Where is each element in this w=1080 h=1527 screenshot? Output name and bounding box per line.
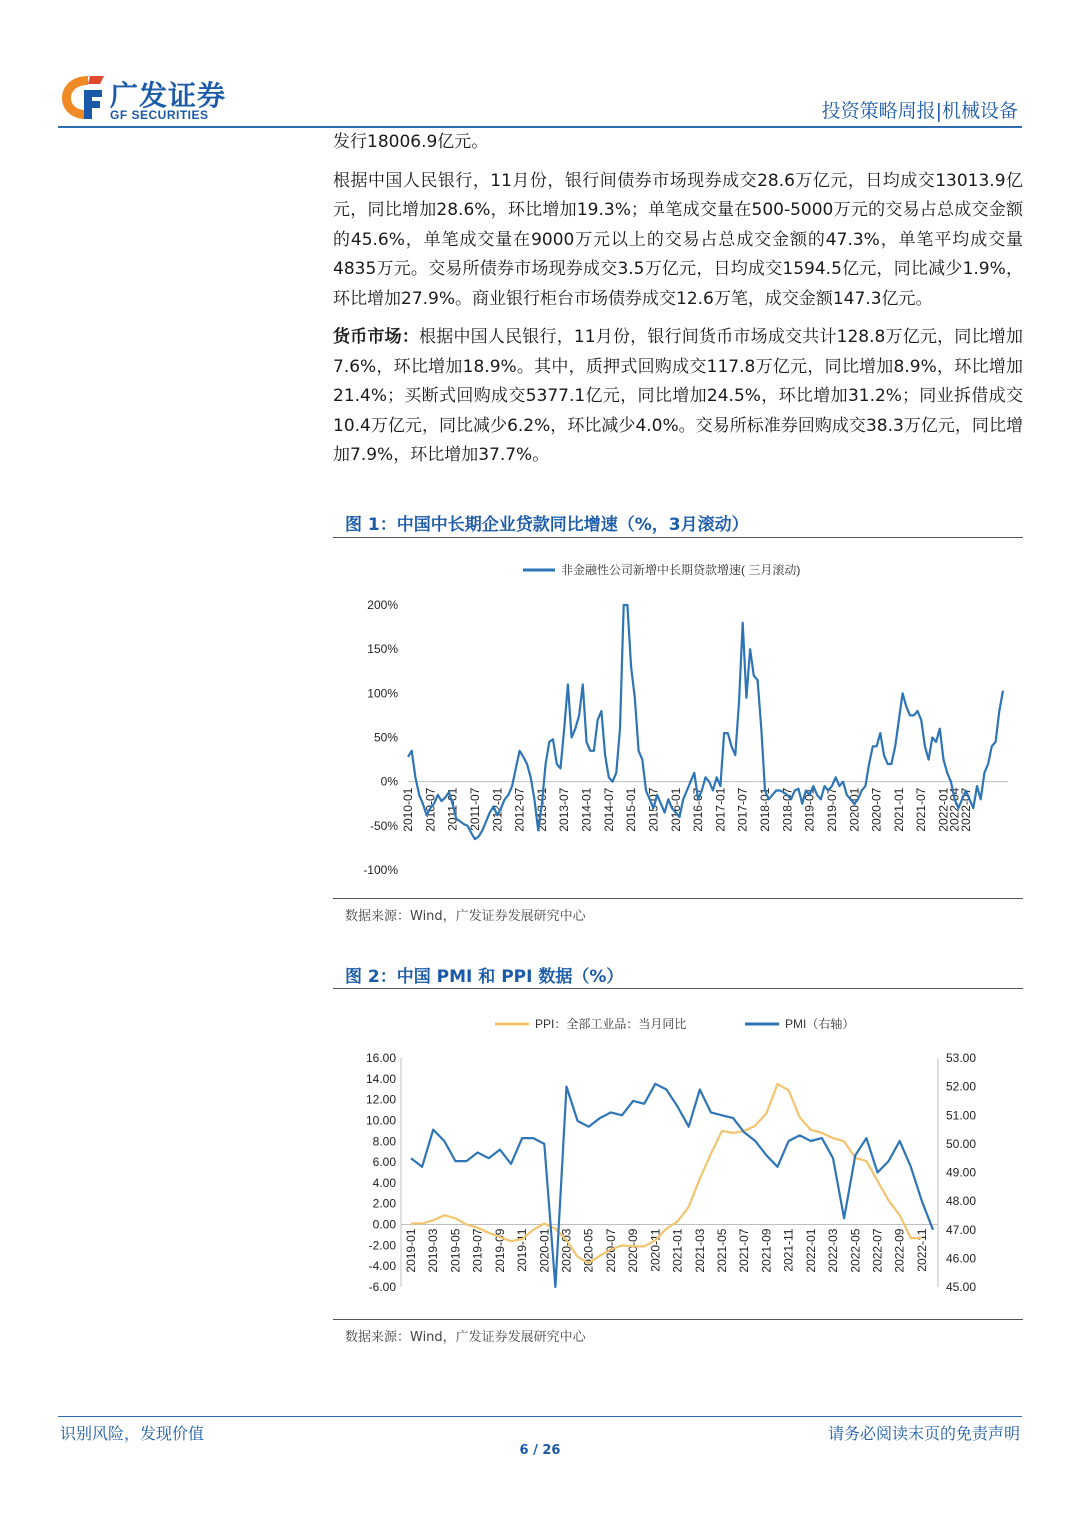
x-tick-label: 2020-01 (537, 1228, 552, 1273)
y-tick-label: 150% (367, 642, 398, 657)
x-tick-label: 2020-07 (869, 787, 884, 832)
x-tick-label: 2019-07 (470, 1228, 485, 1273)
y-left-tick-label: 12.00 (365, 1092, 396, 1107)
figure-1-source: 数据来源：Wind，广发证券发展研究中心 (345, 909, 586, 924)
x-tick-label: 2013-07 (557, 787, 572, 832)
chart-loan-growth (333, 545, 1023, 895)
x-tick-label: 2012-07 (512, 787, 527, 832)
y-tick-label: 0% (380, 774, 398, 789)
x-tick-label: 2020-07 (603, 1228, 618, 1273)
paragraph-3-text: 根据中国人民银行，11月份，银行间货币市场成交共计128.8万亿元，同比增加7.6%，环比增加18.9%。其中，质押式回购成交117.8万亿元，同比增加8.9%，环比增加21.4%；买断式回购成交5377.1亿元，同比增加24.5%，环比增加31.2%；同业拆借成交10.4万亿元，同比减少6.2%，环比减少4.0%。交易所标准券回购成交38.3万亿元，同比增加7.9%，环比增加37.7%。 (333, 327, 1023, 465)
legend-label-loan-growth: 非金融性公司新增中长期贷款增速( 三月滚动) (561, 563, 801, 577)
x-tick-label: 2022-04 (947, 787, 962, 832)
footer-disclaimer-note: 请务必阅读末页的免责声明 (827, 1424, 1020, 1443)
figure-1-title: 图 1：中国中长期企业贷款同比增速（%，3月滚动） (345, 515, 749, 535)
body-text (333, 128, 1023, 480)
x-tick-label: 2021-11 (781, 1228, 796, 1272)
y-right-tick-label: 47.00 (946, 1222, 977, 1237)
y-right-tick-label: 52.00 (946, 1079, 977, 1094)
y-right-tick-label: 48.00 (946, 1194, 977, 1209)
x-tick-label: 2019-01 (802, 787, 817, 832)
x-tick-label: 2021-07 (737, 1228, 752, 1273)
x-tick-label: 2022-05 (848, 1228, 863, 1273)
y-right-tick-label: 53.00 (946, 1051, 977, 1065)
x-tick-label: 2011-07 (467, 787, 482, 831)
figure-2-title: 图 2：中国 PMI 和 PPI 数据（%） (345, 967, 624, 987)
report-header-title: 投资策略周报|机械设备 (821, 100, 1018, 122)
x-tick-label: 2015-07 (646, 787, 661, 832)
footer-divider (58, 1416, 1022, 1417)
x-tick-label: 2019-07 (824, 787, 839, 832)
x-tick-label: 2022-01 (803, 1228, 818, 1273)
x-tick-label: 2021-01 (670, 1228, 685, 1273)
paragraph-1: 发行18006.9亿元。 (333, 132, 489, 152)
x-tick-label: 2022-07 (870, 1228, 885, 1273)
y-tick-label: 100% (367, 686, 398, 701)
y-right-tick-label: 51.00 (946, 1108, 977, 1123)
money-market-label: 货币市场： (333, 327, 420, 347)
x-tick-label: 2021-07 (914, 787, 929, 832)
x-tick-label: 2012-01 (490, 787, 505, 832)
x-tick-label: 2014-07 (601, 787, 616, 832)
figure-2-top-rule (333, 988, 1023, 989)
y-left-tick-label: -6.00 (368, 1280, 396, 1294)
x-tick-label: 2021-03 (692, 1228, 707, 1273)
logo (58, 72, 248, 124)
x-tick-label: 2020-01 (847, 787, 862, 832)
figure-2-source: 数据来源：Wind，广发证券发展研究中心 (345, 1330, 586, 1345)
paragraph-3 (333, 323, 1023, 471)
x-tick-label: 2022-09 (892, 1228, 907, 1273)
y-left-tick-label: 16.00 (365, 1051, 396, 1065)
x-tick-label: 2013-01 (534, 787, 549, 832)
chart-pmi-ppi (333, 995, 1023, 1315)
x-tick-label: 2022-07 (958, 787, 973, 832)
x-tick-label: 2019-03 (426, 1228, 441, 1273)
x-tick-label: 2015-01 (624, 787, 639, 832)
x-tick-label: 2016-07 (691, 787, 706, 832)
series-line-ppi (411, 1084, 922, 1263)
y-right-tick-label: 50.00 (946, 1136, 977, 1151)
gf-logo-icon (58, 72, 106, 122)
x-tick-label: 2020-09 (626, 1228, 641, 1273)
figure-1-top-rule (333, 537, 1023, 538)
legend-label-pmi: PMI（右轴） (785, 1017, 855, 1031)
x-tick-label: 2019-09 (492, 1228, 507, 1273)
x-tick-label: 2022-01 (936, 787, 951, 832)
x-tick-label: 2020-03 (559, 1228, 574, 1273)
y-tick-label: -100% (363, 863, 398, 877)
x-tick-label: 2016-01 (668, 787, 683, 832)
x-tick-label: 2020-05 (581, 1228, 596, 1273)
x-tick-label: 2011-01 (445, 787, 460, 831)
x-tick-label: 2010-01 (401, 787, 415, 832)
y-left-tick-label: -2.00 (368, 1238, 396, 1253)
y-left-tick-label: -4.00 (368, 1259, 396, 1274)
paragraph-2: 根据中国人民银行，11月份，银行间债券市场现券成交28.6万亿元，日均成交13013.9亿元，同比增加28.6%，环比增加19.3%；单笔成交量在500-5000万元的交易占总成交金额的45.6%，单笔成交量在9000万元以上的交易占总成交金额的47.3%，单笔平均成交量4835万元。交易所债券市场现券成交3.5万亿元，日均成交1594.5亿元，同比减少1.9%，环比增加27.9%。商业银行柜台市场债券成交12.6万笔，成交金额147.3亿元。 (333, 170, 1023, 309)
y-tick-label: -50% (369, 818, 398, 833)
logo-text-en: GF SECURITIES (110, 108, 209, 122)
x-tick-label: 2021-09 (759, 1228, 774, 1273)
footer-slogan: 识别风险，发现价值 (60, 1424, 205, 1443)
legend-label-ppi: PPI：全部工业品：当月同比 (535, 1017, 687, 1031)
x-tick-label: 2022-03 (826, 1228, 841, 1273)
x-tick-label: 2019-05 (448, 1228, 463, 1273)
y-left-tick-label: 14.00 (365, 1071, 396, 1086)
figure-2-bottom-rule (333, 1319, 1023, 1320)
x-tick-label: 2017-01 (713, 787, 728, 832)
y-left-tick-label: 10.00 (365, 1113, 396, 1128)
y-left-tick-label: 4.00 (372, 1175, 396, 1190)
x-tick-label: 2018-01 (758, 787, 772, 832)
x-tick-label: 2019-01 (404, 1228, 418, 1273)
figure-1-bottom-rule (333, 898, 1023, 899)
x-tick-label: 2020-11 (648, 1228, 663, 1272)
y-tick-label: 200% (367, 598, 398, 612)
x-tick-label: 2019-11 (515, 1228, 530, 1272)
x-tick-label: 2018-07 (780, 787, 795, 832)
y-left-tick-label: 8.00 (372, 1134, 396, 1149)
y-left-tick-label: 0.00 (372, 1217, 396, 1232)
page-number: 6 / 26 (519, 1443, 561, 1458)
x-tick-label: 2022-11 (914, 1228, 929, 1272)
x-tick-label: 2021-05 (714, 1228, 729, 1273)
x-tick-label: 2021-01 (891, 787, 906, 832)
x-tick-label: 2010-07 (423, 787, 438, 832)
logo-text-cn: 广发证券 (110, 79, 227, 112)
y-tick-label: 50% (373, 730, 398, 745)
x-tick-label: 2017-07 (735, 787, 750, 832)
y-right-tick-label: 49.00 (946, 1165, 977, 1180)
y-right-tick-label: 45.00 (946, 1280, 977, 1294)
x-tick-label: 2014-01 (579, 787, 594, 832)
y-right-tick-label: 46.00 (946, 1251, 977, 1266)
y-left-tick-label: 6.00 (372, 1155, 396, 1170)
y-left-tick-label: 2.00 (372, 1196, 396, 1211)
